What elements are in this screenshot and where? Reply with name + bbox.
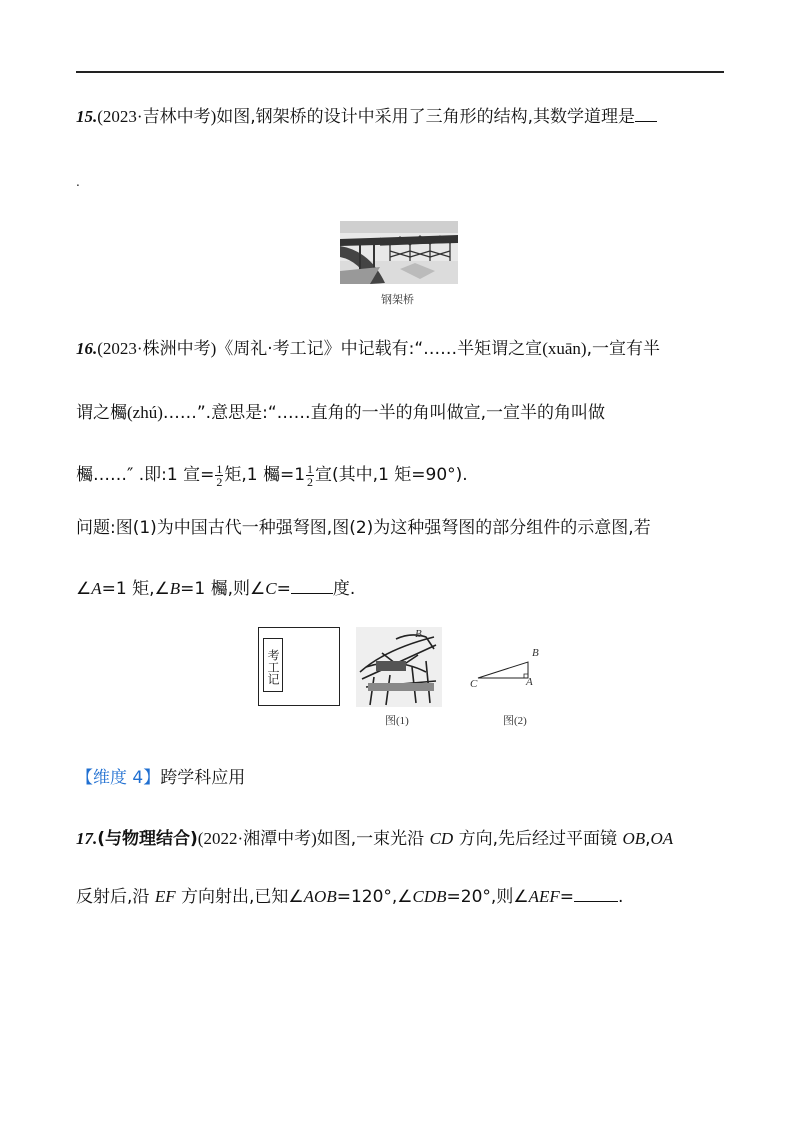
q16-line3 bbox=[76, 459, 468, 491]
q15-tail: . bbox=[76, 175, 80, 189]
q17-answer-blank[interactable] bbox=[574, 887, 618, 902]
q17-text-b: 方向,先后经过平面镜 bbox=[453, 829, 623, 849]
q17-line2-e: = bbox=[559, 887, 574, 907]
dimension-heading bbox=[76, 766, 245, 790]
var-OB: OB bbox=[622, 829, 646, 848]
q17-line2-f: . bbox=[617, 887, 624, 907]
q16-line1-end: ,一宣有半 bbox=[586, 339, 660, 359]
q15-number: 15. bbox=[76, 107, 98, 126]
q16-line2 bbox=[76, 401, 605, 425]
q16-line5 bbox=[76, 577, 355, 601]
var-B: B bbox=[169, 579, 181, 598]
q16-pinyin-zhu: (zhú) bbox=[127, 403, 163, 422]
book-title: 考工记 bbox=[263, 638, 283, 692]
frac-den: 2 bbox=[216, 474, 223, 489]
crossbow-figure-1 bbox=[356, 627, 442, 707]
q16-line5-b: =1 矩,∠ bbox=[101, 579, 170, 599]
q16-line5-d: = bbox=[276, 579, 291, 599]
var-A: A bbox=[91, 579, 102, 598]
q15-text: 如图,钢架桥的设计中采用了三角形的结构,其数学道理是 bbox=[216, 107, 636, 127]
q17-number: 17. bbox=[76, 829, 98, 848]
q15-line bbox=[76, 105, 657, 129]
q17-comma: , bbox=[645, 829, 651, 849]
fig1-caption: 图(1) bbox=[385, 715, 409, 727]
q17-line2-a: 反射后,沿 bbox=[76, 887, 155, 907]
q17-text-a: 如图,一束光沿 bbox=[316, 829, 430, 849]
var-AEF: AEF bbox=[528, 887, 560, 906]
dimension-tag: 【维度 4】 bbox=[76, 768, 161, 788]
frac-num: 1 bbox=[307, 461, 314, 476]
fraction-half-2 bbox=[306, 463, 314, 488]
q15-source: (2023·吉林中考) bbox=[97, 107, 217, 126]
var-CD: CD bbox=[429, 829, 454, 848]
bridge-caption: 钢架桥 bbox=[381, 294, 414, 306]
var-OA: OA bbox=[650, 829, 674, 848]
q16-line3-b: 矩,1 欘=1 bbox=[224, 465, 306, 485]
q17-line2-b: 方向射出,已知∠ bbox=[175, 887, 304, 907]
top-rule bbox=[76, 71, 724, 73]
var-EF: EF bbox=[154, 887, 176, 906]
q16-line4: 问题:图(1)为中国古代一种强弩图,图(2)为这种强弩图的部分组件的示意图,若 bbox=[76, 518, 651, 538]
frac-num: 1 bbox=[216, 461, 223, 476]
q17-line2-c: =120°,∠ bbox=[336, 887, 413, 907]
dimension-title: 跨学科应用 bbox=[160, 768, 246, 788]
fig2-caption: 图(2) bbox=[503, 715, 527, 727]
q16-line5-c: =1 欘,则∠ bbox=[180, 579, 266, 599]
q16-line2-end: ……”.意思是:“……直角的一半的角叫做宣,一宣半的角叫做 bbox=[162, 403, 606, 423]
fig2-label-B: B bbox=[532, 647, 539, 659]
var-AOB: AOB bbox=[303, 887, 337, 906]
q16-number: 16. bbox=[76, 339, 98, 358]
fraction-half-1 bbox=[215, 463, 223, 488]
q17-line2-d: =20°,则∠ bbox=[446, 887, 529, 907]
q16-pinyin-xuan: (xuān) bbox=[542, 339, 587, 358]
var-C: C bbox=[265, 579, 277, 598]
q16-source: (2023·株洲中考) bbox=[97, 339, 217, 358]
q16-line1-text: 《周礼·考工记》中记载有:“……半矩谓之宣 bbox=[216, 339, 543, 359]
q16-answer-blank[interactable] bbox=[291, 579, 333, 594]
kaogongji-book bbox=[258, 627, 340, 706]
q16-line2-text: 谓之欘 bbox=[76, 403, 127, 423]
q17-source: (2022·湘潭中考) bbox=[197, 829, 317, 848]
q16-line3-a: 欘……″ .即:1 宣= bbox=[76, 465, 215, 485]
frac-den: 2 bbox=[307, 474, 314, 489]
q15-answer-blank[interactable] bbox=[635, 107, 657, 122]
fig2-label-A: A bbox=[526, 676, 533, 688]
angle-symbol: ∠ bbox=[76, 579, 92, 599]
var-CDB: CDB bbox=[412, 887, 447, 906]
q17-line1 bbox=[76, 827, 673, 851]
fig2-label-C: C bbox=[470, 678, 478, 690]
q16-line1 bbox=[76, 337, 660, 361]
q16-line5-e: 度. bbox=[332, 579, 356, 599]
fig1-label-B: B bbox=[415, 628, 422, 640]
steel-bridge-photo bbox=[340, 221, 458, 284]
q17-tag: (与物理结合) bbox=[97, 829, 198, 849]
q16-line3-c: 宣(其中,1 矩=90°). bbox=[315, 465, 468, 485]
q17-line2 bbox=[76, 885, 623, 909]
